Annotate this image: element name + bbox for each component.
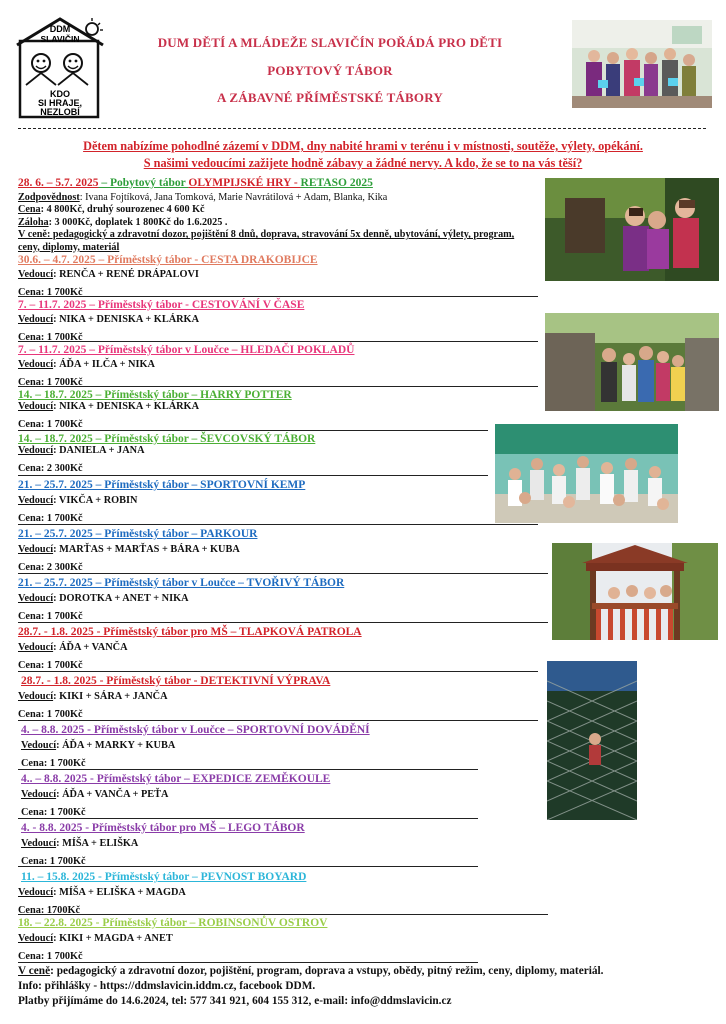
camp-title: 28.7. - 1.8. 2025 - Příměstský tábor - DETEKTIVNÍ VÝPRAVA bbox=[21, 675, 331, 687]
camp-price: Cena: 1 700Kč bbox=[18, 332, 83, 343]
camp-item bbox=[18, 433, 315, 474]
camp-leaders: Vedoucí: ÁĎA + ILČA + NIKA bbox=[18, 359, 155, 370]
header-photo-group bbox=[572, 20, 712, 108]
camp-separator bbox=[18, 769, 478, 770]
camp-separator bbox=[18, 341, 538, 342]
logo-slogan-1: KDO bbox=[50, 89, 70, 99]
camp-price: Cena: 1 700Kč bbox=[21, 758, 86, 769]
pobytovy-responsibility: Zodpovědnost: Ivana Fojtíková, Jana Tomková, Marie Navrátilová + Adam, Blanka, Kika bbox=[18, 192, 388, 203]
camp-title: 7. – 11.7. 2025 – Příměstský tábor - CESTOVÁNÍ V ČASE bbox=[18, 299, 305, 311]
camp-separator bbox=[18, 573, 548, 574]
logo-ddm-text: DDM bbox=[49, 24, 71, 34]
header-title-line3: A ZÁBAVNÉ PŘÍMĚSTSKÉ TÁBORY bbox=[217, 90, 443, 105]
camp-title: 14. – 18.7. 2025 – Příměstský tábor – ŠEVCOVSKÝ TÁBOR bbox=[18, 433, 316, 445]
footer-payment: Platby přijímáme do 14.6.2024, tel: 577 341 921, 604 155 312, e-mail: info@ddmslavicin.cz bbox=[18, 995, 452, 1007]
camp-title: 11. – 15.8. 2025 - Příměstský tábor – PEVNOST BOYARD bbox=[21, 871, 307, 883]
camp-item bbox=[18, 626, 362, 671]
camp-separator bbox=[18, 671, 538, 672]
camp-price: Cena: 1 700Kč bbox=[18, 513, 83, 524]
camp-price: Cena: 1700Kč bbox=[18, 905, 81, 916]
photo-playground-tower bbox=[552, 543, 718, 640]
camp-separator bbox=[18, 430, 488, 431]
camp-leaders: Vedoucí: MÍŠA + ELIŠKA + MAGDA bbox=[18, 887, 186, 898]
camp-title: 14. – 18.7. 2025 – Příměstský tábor – HARRY POTTER bbox=[18, 389, 292, 401]
photo-kids-rock bbox=[545, 313, 719, 411]
camp-price: Cena: 1 700Kč bbox=[18, 660, 83, 671]
camp-price: Cena: 1 700Kč bbox=[18, 951, 83, 962]
camp-title: 30.6. – 4.7. 2025 – Příměstský tábor - CESTA DRAKOBIJCE bbox=[18, 254, 318, 266]
camp-leaders: Vedoucí: VIKČA + ROBIN bbox=[18, 495, 138, 506]
pobytovy-title: 28. 6. – 5.7. 2025 – Pobytový tábor OLYMPIJSKÉ HRY - RETASO 2025 bbox=[18, 177, 373, 189]
camp-price: Cena: 1 700Kč bbox=[21, 856, 86, 867]
footer-info: Info: přihlášky - https://ddmslavicin.iddm.cz, facebook DDM. bbox=[18, 980, 316, 992]
camp-title: 7. – 11.7. 2025 – Příměstský tábor v Loučce – HLEDAČI POKLADŮ bbox=[18, 344, 355, 356]
camp-price: Cena: 1 700Kč bbox=[18, 611, 83, 622]
camp-item bbox=[18, 822, 305, 867]
camp-leaders: Vedoucí: KIKI + SÁRA + JANČA bbox=[18, 691, 168, 702]
camp-price: Cena: 2 300Kč bbox=[18, 562, 83, 573]
pobytovy-price: Cena: 4 800Kč, druhý sourozenec 4 600 Kč bbox=[18, 204, 205, 216]
camp-price: Cena: 1 700Kč bbox=[18, 377, 83, 388]
camp-item bbox=[18, 871, 306, 916]
camp-leaders: Vedoucí: MÍŠA + ELIŠKA bbox=[21, 838, 139, 849]
camp-item bbox=[18, 344, 354, 388]
camp-separator bbox=[18, 475, 488, 476]
camp-title: 4.. – 8.8. 2025 - Příměstský tábor – EXPEDICE ZEMĚKOULE bbox=[21, 773, 331, 785]
pobytovy-included-2: ceny, diplomy, materiál bbox=[18, 241, 120, 253]
camp-leaders: Vedoucí: ÁĎA + VANČA + PEŤA bbox=[21, 789, 169, 800]
camp-title: 21. – 25.7. 2025 – Příměstský tábor v Loučce – TVOŘIVÝ TÁBOR bbox=[18, 577, 345, 589]
camp-title: 4. - 8.8. 2025 - Příměstský tábor pro MŠ – LEGO TÁBOR bbox=[21, 822, 305, 834]
camp-separator bbox=[18, 914, 548, 915]
footer bbox=[18, 964, 718, 1009]
camp-separator bbox=[18, 622, 548, 623]
camp-item bbox=[18, 528, 257, 573]
footer-included: V ceně: pedagogický a zdravotní dozor, pojištění, program, doprava a vstupy, obědy, pitný režim, ceny, diplomy, materiál. bbox=[18, 965, 604, 977]
camp-title: 21. – 25.7. 2025 – Příměstský tábor – SPORTOVNÍ KEMP bbox=[18, 479, 306, 491]
camp-price: Cena: 2 300Kč bbox=[18, 463, 83, 474]
camp-leaders: Vedoucí: RENČA + RENÉ DRÁPALOVI bbox=[18, 269, 199, 280]
camp-price: Cena: 1 700Kč bbox=[18, 287, 83, 298]
camp-separator bbox=[18, 720, 538, 721]
camp-separator bbox=[18, 818, 478, 819]
camp-title: 28.7. - 1.8. 2025 - Příměstský tábor pro MŠ – TLAPKOVÁ PATROLA bbox=[18, 626, 362, 638]
camp-item bbox=[18, 254, 318, 298]
camp-leaders: Vedoucí: DOROTKA + ANET + NIKA bbox=[18, 593, 189, 604]
camp-separator bbox=[18, 866, 478, 867]
camp-item bbox=[18, 299, 304, 343]
camp-title: 4. – 8.8. 2025 - Příměstský tábor v Loučce – SPORTOVNÍ DOVÁDĚNÍ bbox=[21, 724, 370, 736]
camp-item bbox=[18, 577, 344, 622]
photo-climbing-net bbox=[547, 661, 637, 820]
intro-line-1: Dětem nabízíme pohodlné zázemí v DDM, dny nabité hrami v terénu i v místnosti, soutěže, výlety, opékání. bbox=[83, 139, 643, 153]
camp-item bbox=[18, 773, 330, 818]
camp-leaders: Vedoucí: KIKI + MAGDA + ANET bbox=[18, 933, 173, 944]
camp-title: 21. – 25.7. 2025 – Příměstský tábor – PARKOUR bbox=[18, 528, 258, 540]
camp-separator bbox=[18, 524, 538, 525]
photo-kids-group bbox=[495, 424, 678, 523]
camp-separator bbox=[18, 386, 538, 387]
camp-leaders: Vedoucí: NIKA + DENISKA + KLÁRKA bbox=[18, 401, 200, 412]
camp-leaders: Vedoucí: ÁĎA + VANČA bbox=[18, 642, 128, 653]
logo-town-text: SLAVIČIN bbox=[40, 34, 80, 44]
camp-leaders: Vedoucí: ÁĎA + MARKY + KUBA bbox=[21, 740, 176, 751]
pobytovy-camp bbox=[18, 177, 548, 254]
camp-price: Cena: 1 700Kč bbox=[21, 807, 86, 818]
camp-item bbox=[18, 389, 292, 430]
logo-slogan-2: SI HRAJE, bbox=[37, 98, 83, 108]
ddm-logo bbox=[14, 15, 106, 121]
camp-leaders: Vedoucí: MARŤAS + MARŤAS + BÁRA + KUBA bbox=[18, 544, 240, 555]
camp-leaders: Vedoucí: NIKA + DENISKA + KLÁRKA bbox=[18, 314, 200, 325]
logo-slogan-3: NEZLOBÍ bbox=[40, 107, 80, 117]
header-title-line1: DUM DĚTÍ A MLÁDEŽE SLAVIČÍN POŘÁDÁ PRO DĚTI bbox=[157, 35, 503, 50]
dashed-divider bbox=[18, 128, 706, 129]
camp-separator bbox=[18, 962, 478, 963]
camp-separator bbox=[18, 296, 538, 297]
camp-price: Cena: 1 700Kč bbox=[18, 709, 83, 720]
pobytovy-deposit: Záloha: 3 000Kč, doplatek 1 800Kč do 1.6.2025 . bbox=[18, 216, 228, 228]
camp-item bbox=[18, 675, 330, 720]
camp-title: 18. – 22.8. 2025 - Příměstský tábor – ROBINSONŮV OSTROV bbox=[18, 917, 328, 929]
camp-item bbox=[18, 479, 305, 524]
photo-girls-forest bbox=[545, 178, 719, 281]
header-title-line2: POBYTOVÝ TÁBOR bbox=[267, 63, 393, 78]
pobytovy-included-1: V ceně: pedagogický a zdravotní dozor, pojištění 8 dnů, doprava, stravování 5x denně, ubytování, výlety, program, bbox=[18, 229, 515, 241]
intro-line-2: S našimi vedoucími zažijete hodně zábavy a žádné nervy. A kdo, že se to na vás těší? bbox=[143, 156, 583, 170]
camp-item bbox=[18, 724, 370, 769]
camp-item bbox=[18, 917, 327, 962]
camp-price: Cena: 1 700Kč bbox=[18, 419, 83, 430]
camp-leaders: Vedoucí: DANIELA + JANA bbox=[18, 445, 145, 456]
